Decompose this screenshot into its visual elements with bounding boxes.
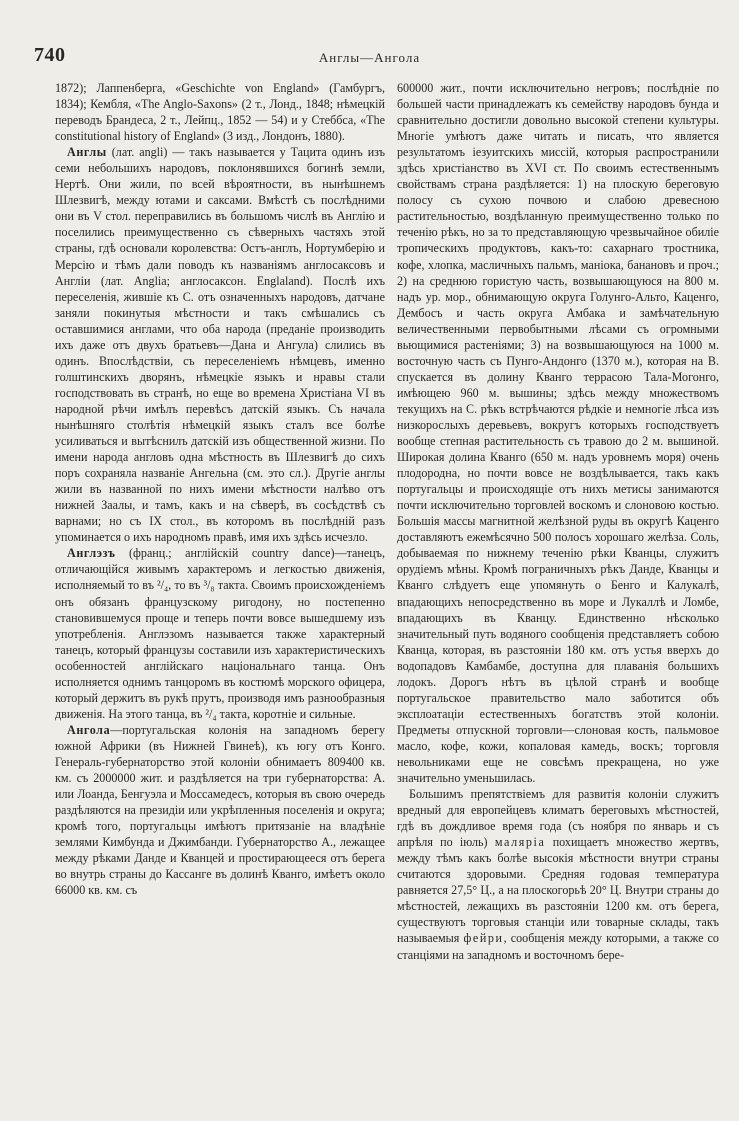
headword-angly: Англы: [67, 145, 107, 160]
continuation-paragraph: 1872); Лаппенберга, «Geschichte von England» (Гамбургъ, 1834); Кембля, «The Anglo-Saxons» (2 т., Лонд., 1848; нѣмецкій переводъ Брандеса, 2 т., Лейпц., 1852 — 54) и у Стеббса, «The constitutional history of England» (3 изд., Лондонъ, 1880).: [55, 81, 385, 144]
angola-continuation-paragraph: 600000 жит., почти исключительно негровъ; послѣдніе по большей части принадлежатъ къ семейству народовъ бунда и сравнительно достигли довольно высокой степени культуры. Многіе умѣютъ даже читать и писать, что является результатомъ іезуитскихъ миссій, которыя распространили здѣсь христіанство въ XVI ст. По своимъ естественнымъ свойствамъ страна раздѣляется: 1) на плоскую береговую полосу съ сухою почвою и слабою древесною растительностью, воздѣланную преимущественно только по теченію рѣкъ, но за то представляющую чрезвычайное обиліе тропическихъ продуктовъ, какъ-то: сахарнаго тростника, кофе, хлопка, масличныхъ пальмъ, маніока, банановъ и проч.; 2) на среднюю гористую часть, возвышающуюся на 800 м. надъ ур. мор., обнимающую округа Голунго-Альто, Каценго, Дембосъ и часть округа Амбака и замѣчательную величественными первобытными лѣсами съ огромными вьющимися растеніями; 3) на возвышающуюся на 1000 м. восточную часть съ Пунго-Андонго (1370 м.), которая на В. спускается въ долину Кванго террасою Тала-Могонго, имѣющею 960 м. вышины; здѣсь между множествомъ текущихъ на С. рѣкъ встрѣчаются рѣдкіе и немногіе лѣса изъ низкорослыхъ деревьевъ, вокругъ которыхъ господствуетъ вообще степная растительность съ травою до 2 м. вышиной. Широкая долина Кванго (650 м. надъ уровнемъ моря) очень плодородна, но почти вовсе не воздѣлывается, такъ какъ португальцы и происходящіе отъ нихъ метисы занимаются почти исключительно торговлей воскомъ и слоновою костью. Большія массы магнитной желѣзной руды въ округѣ Каценго доставляютъ ежемѣсячно 500 полосъ хорошаго желѣза. Соль, добываемая по нижнему теченію рѣки Кванцы, служитъ орудіемъ мѣны. Кромѣ пограничныхъ рѣкъ Данде, Кванцы и Кванго слѣдуетъ еще упомянуть о Бенго и Калукалѣ, впадающихъ непосредственно въ море и Лукаллѣ и Ломбе, впадающихъ въ Кванцу. Единственно нѣсколько значительный путь водяного сообщенія представляетъ собою Кванца, которая, въ разстояніи 180 км. отъ устья вверхъ до водопадовъ Камбамбе, доступна для плаванія большихъ лодокъ. Дорогъ нѣтъ въ цѣлой странѣ и вообще португальское правительство мало заботится объ эксплоатаціи естественныхъ богатствъ этой колоніи. Предметы отпускной торговли—слоновая кость, пальмовое масло, кофе, кожи, копаловая камедь, воскъ; торговля невольниками еще не совсѣмъ прекращена, но уже значительно уменьшилась.: [397, 81, 719, 786]
headword-angola: Ангола: [67, 722, 111, 737]
entry-angly: [55, 144, 385, 545]
left-column: [55, 80, 385, 898]
right-column: [397, 80, 719, 963]
headword-anglez: Англэзъ: [67, 546, 116, 561]
malaria-term: маляріа: [494, 835, 546, 850]
entry-anglez: [55, 545, 385, 722]
running-title: Англы—Ангола: [318, 50, 421, 65]
climate-text-a: Большимъ препятствіемъ для развитія колоніи служитъ вредный для европейцевъ климатъ береговыхъ мѣстностей, гдѣ въ дождливое время года (съ ноября по январь и съ апрѣля по іюль): [397, 787, 719, 850]
angola-climate-paragraph: [397, 786, 719, 963]
entry-angola-text: —португальская колонія на западномъ берегу южной Африки (въ Нижней Гвинеѣ), къ югу отъ Конго. Генераль-губернаторство этой колоніи обнимаетъ 809400 кв. км. съ 2000000 жит. и раздѣляется на три губернаторства: А. или Лоанда, Бенгуэла и Моссамедесъ, которыя въ свою очередь раздѣляются на президіи или укрѣпленныя поселенія и округа; кромѣ того, португальцы имѣютъ притязаніе на владѣніе землями Кимбунда и Джимбанди. Губернаторство А., лежащее между рѣками Данде и Кванцей и простирающееся отъ берега во внутрь страны до Кассанге въ долинѣ Кванго, имѣетъ около 66000 кв. км. съ: [55, 722, 385, 898]
feira-term: фейри: [463, 931, 504, 946]
climate-text-b: похищаетъ множество жертвъ, между тѣмъ какъ болѣе высокія мѣстности внутри страны считаются здоровыми. Средняя годовая температура равняется 27,5° Ц., а на плоскогорьѣ 20° Ц. Внутри страны до мѣстностей, лежащихъ въ разстояніи 1200 км. отъ берега, существуютъ торговыя станціи или товарные склады, такъ называемыя: [397, 835, 719, 946]
entry-anglez-text: (франц.; англійскій country dance)—танецъ, отличающійся живымъ характеромъ и легкостью движенія, исполняемый то въ ²/₄, то въ ³/₈ такта. Своимъ происхожденіемъ онъ обязанъ французскому ригодону, но постепенно становившемуся проще и теперь почти вовсе вышедшему изъ употребленія. Англэзомъ называется также характерный танецъ, который французы составили изъ характеристическихъ особенностей англійскаго національнаго танца. Онъ исполняется однимъ танцоромъ въ костюмѣ морского офицера, который держитъ въ рукѣ прутъ, производя имъ разнообразныя движенія. На этого танца, въ ²/₄ такта, коротніе и сильные.: [55, 546, 385, 721]
entry-angola: [55, 722, 385, 899]
entry-angly-text: (лат. angli) — такъ называется у Тацита одинъ изъ семи небольшихъ народовъ, поклонявшихся богинѣ земли, Нертѣ. Они жили, по всей вѣроятности, въ нынѣшнемъ Шлезвигѣ, между ютами и саксами. Вмѣстѣ съ послѣдними они въ V стол. переправились въ большомъ числѣ въ Англію и поселились преимущественно съ сѣверныхъ частяхъ этой страны, гдѣ основали королевства: Остъ-англъ, Нортумберію и Мерсію и тѣмъ дали поводъ къ названіямъ англосаксовъ и Англіи (лат. Anglia; англосаксон. Englaland). Послѣ ихъ переселенія, жившіе къ С. отъ означенныхъ народовъ, датчане заняли покинутыя мѣстности и такъ смѣшались съ оставшимися англами, что оба народа (преданіе производить ихъ даже отъ двухъ братьевъ—Дана и Ангула) слились въ одинъ. Впослѣдствіи, съ переселеніемъ нѣмцевъ, именно голштинскихъ дворянъ, нѣмецкіе языкъ и нравы стали господствовать въ странѣ, но еще во времена Христіана VI въ народной рѣчи имѣлъ перевѣсъ датскій языкъ. Съ начала нынѣшняго столѣтія нѣмецкій языкъ сталъ все болѣе усиливаться и вытѣснилъ датскій изъ общественной жизни. По имени народа англовъ одна мѣстность въ Шлезвигѣ до сихъ поръ сохраняла названіе Ангельна (см. это сл.). Другіе англы жили въ названной по нихъ имени мѣстности налѣво отъ нижней Заалы, и тамъ, какъ и на сѣверѣ, въ сосѣдствѣ съ варнами; но съ IX стол., въ которомъ въ послѣдній разъ упоминается о ихъ народномъ правѣ, имя ихъ здѣсь исчезло.: [55, 145, 385, 545]
page-number: 740: [34, 44, 66, 66]
climate-text-c: , сообщенія между которыми, а также со станціями на западномъ и восточномъ бере-: [397, 931, 719, 962]
